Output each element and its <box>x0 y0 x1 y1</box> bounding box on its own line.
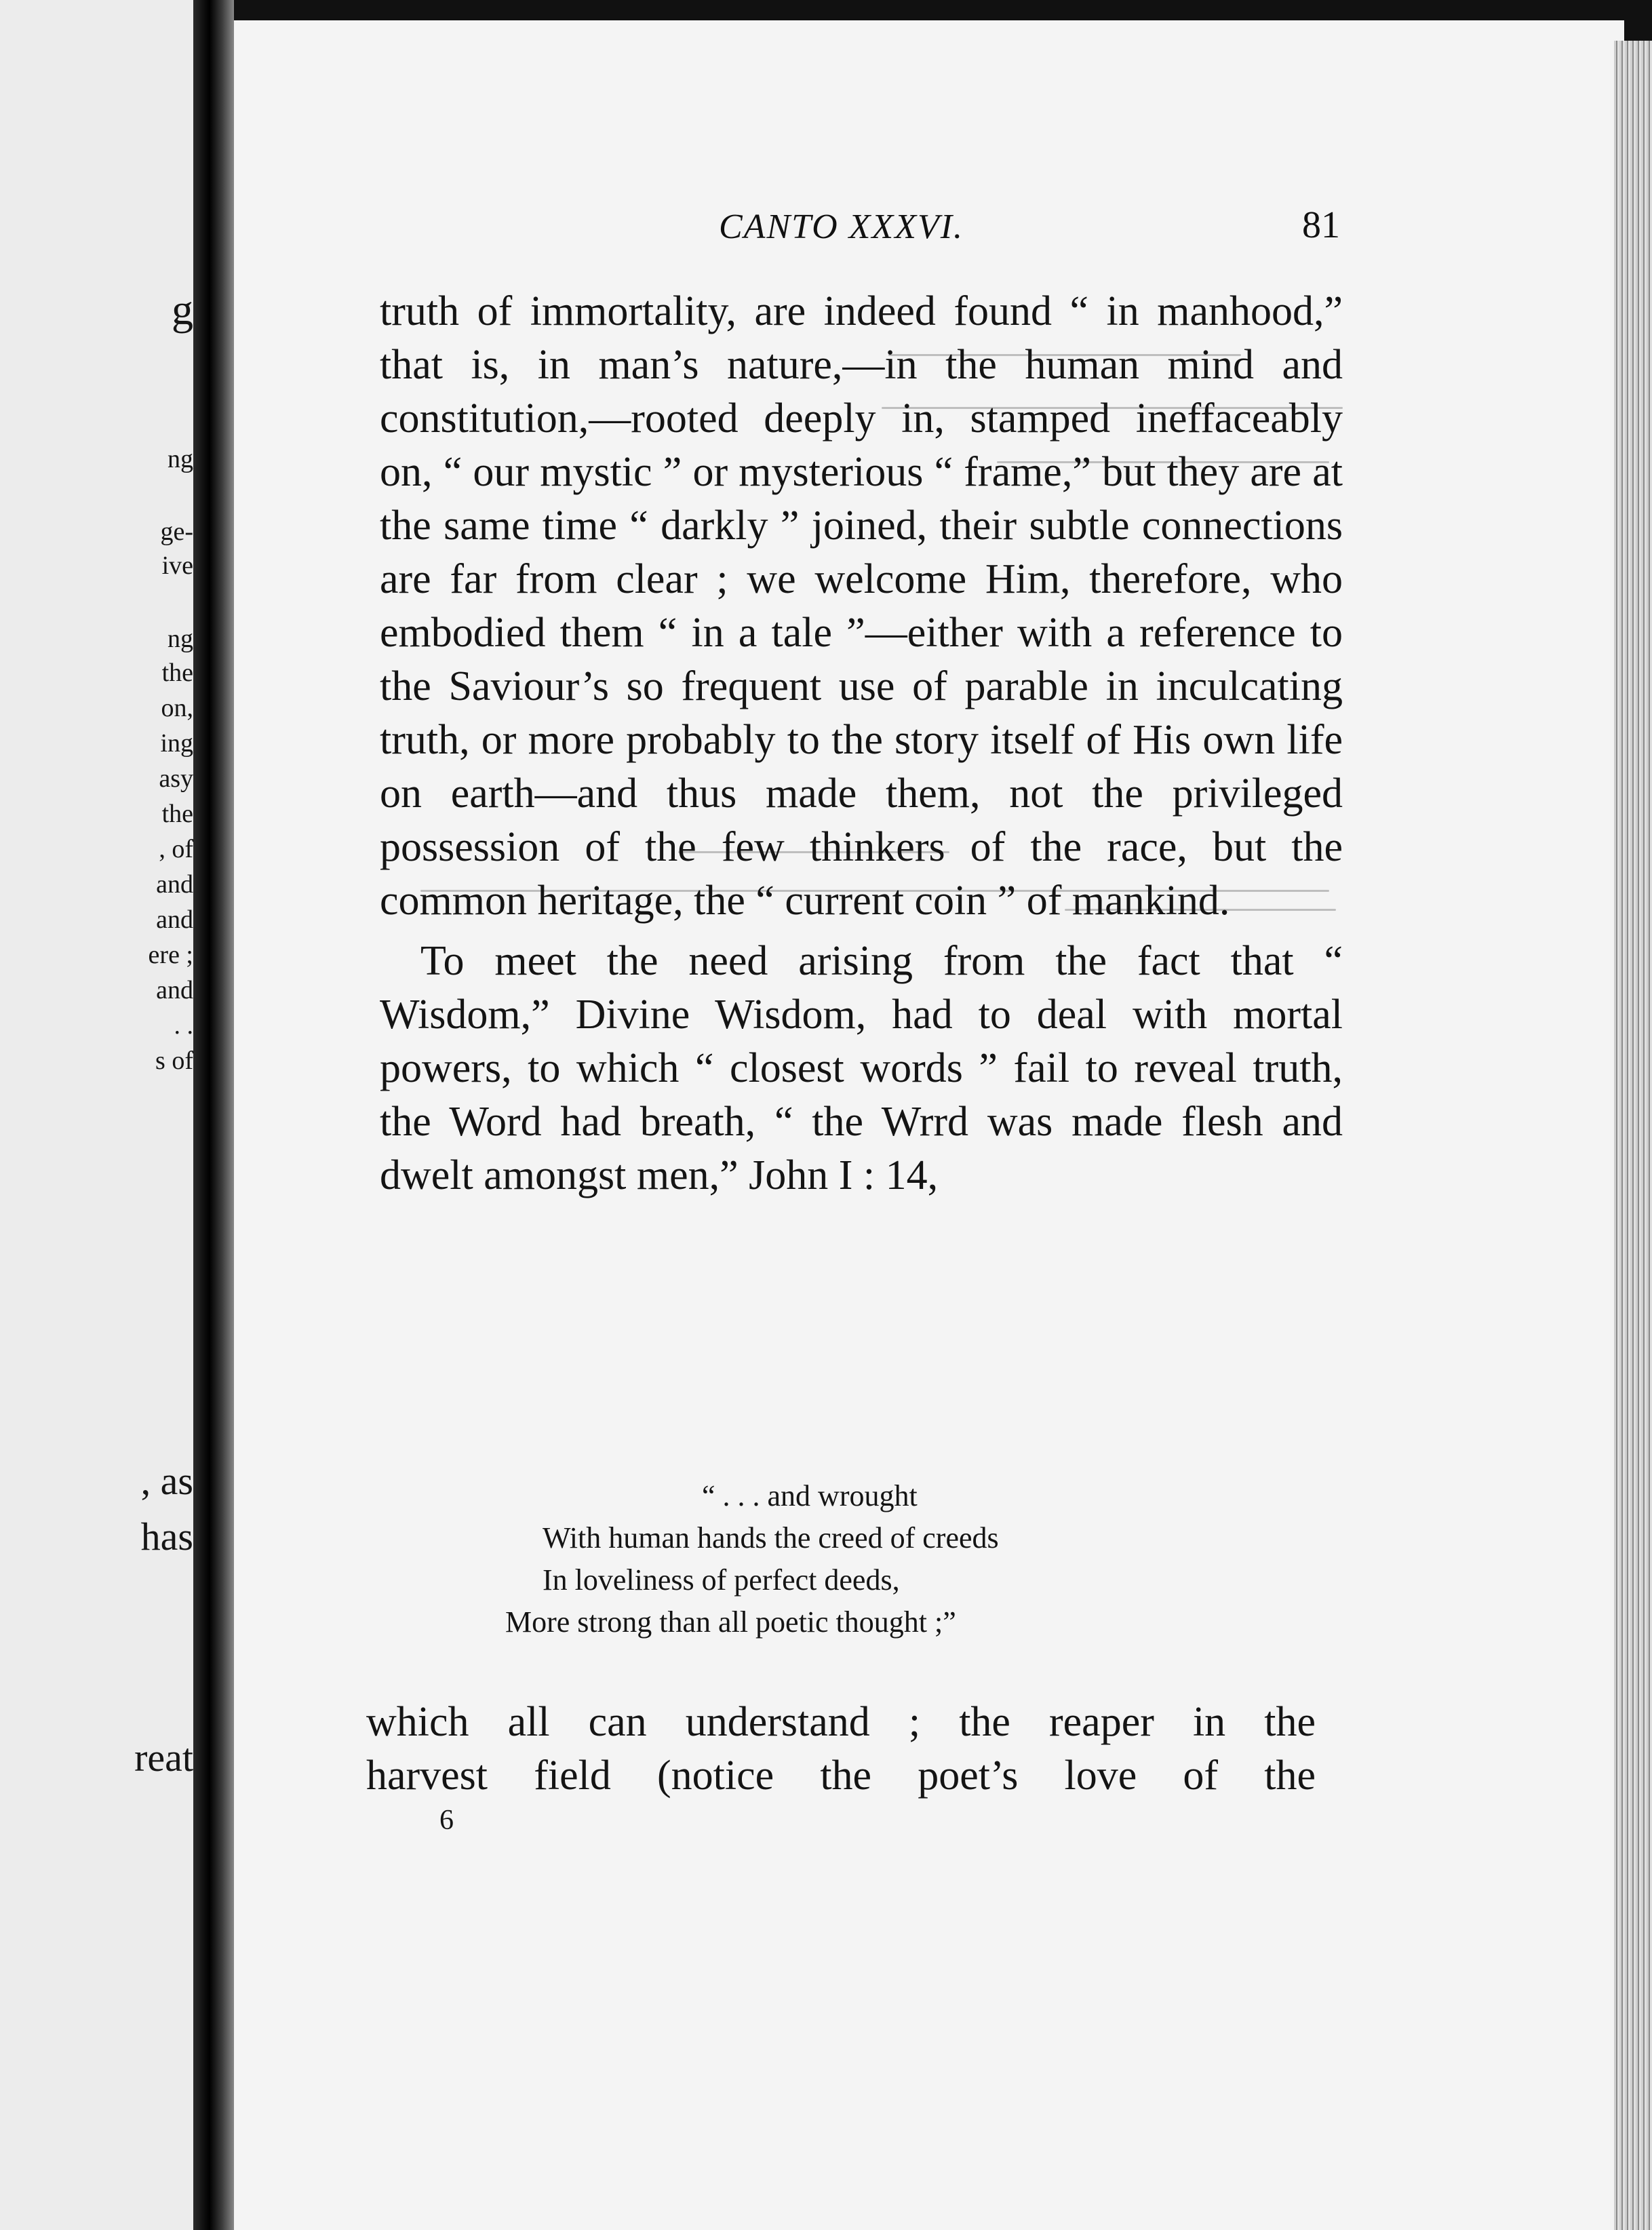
left-fragment: the <box>161 800 193 828</box>
left-fragment: and <box>156 976 193 1004</box>
left-fragment: has <box>140 1514 193 1559</box>
left-fragment: the <box>161 659 193 687</box>
left-fragment: reat <box>134 1736 193 1780</box>
left-fragment: ng <box>168 625 193 653</box>
paragraph-2: To meet the need arising from the fact that “ Wisdom,” Divine Wisdom, had to deal with mortal powers, to which “ closest words ” fail to reveal truth, the Word had breath, “ the Wrrd was made flesh and dwelt amongst men,” John I : 14, <box>380 938 1343 1198</box>
left-fragment: ng <box>168 445 193 473</box>
running-head: CANTO XXXVI. <box>719 208 964 246</box>
left-fragment: , of <box>159 835 193 863</box>
paragraph-1: truth of immortality, are indeed found “ in manhood,” that is, in man’s nature,—in the human mind and constitution,—rooted deeply in, stamped ineffaceably on, “ our mystic ” or mysterious “ frame,” but they are at the same time “ darkly ” joined, their subtle connections are far from clear ; we welcome Him, therefore, who embodied them “ in a tale ”—either with a reference to the Saviour’s so frequent use of parable in inculcating truth, or more probably to the story itself of His own life on earth—and thus made them, not the privileged possession of the few thinkers of the race, but the common heritage, the “ current coin ” of mankind. <box>380 288 1343 924</box>
left-fragment: and <box>156 870 193 899</box>
verse-line: In loveliness of perfect deeds, <box>543 1563 900 1597</box>
signature-mark: 6 <box>439 1805 454 1836</box>
continuation-text <box>366 1696 1316 1803</box>
verse-line: With human hands the creed of creeds <box>543 1521 999 1554</box>
left-fragment: . . <box>174 1011 193 1040</box>
left-fragment: , as <box>140 1459 193 1503</box>
left-fragment: ing <box>160 729 193 758</box>
continuation-line: harvest field (notice the poet’s love of the <box>366 1753 1316 1799</box>
left-fragment: ge- <box>160 517 193 546</box>
main-text <box>380 285 1343 1202</box>
left-fragment: on, <box>161 694 193 722</box>
verse-line: “ . . . and wrought <box>702 1479 918 1512</box>
verse-quotation <box>505 1475 999 1643</box>
verse-line: More strong than all poetic thought ;” <box>505 1605 956 1639</box>
left-fragment: asy <box>159 764 193 793</box>
page-edges <box>1614 41 1652 2230</box>
left-fragment: s of <box>155 1046 193 1075</box>
continuation-line: which all can understand ; the reaper in the <box>366 1699 1316 1745</box>
left-page <box>0 0 193 2230</box>
left-fragment: g <box>172 286 193 334</box>
left-fragment: ere ; <box>148 941 193 969</box>
left-fragment: ive <box>161 551 193 580</box>
left-fragment: and <box>156 905 193 934</box>
book-gutter <box>193 0 234 2230</box>
page-number: 81 <box>1302 204 1340 246</box>
